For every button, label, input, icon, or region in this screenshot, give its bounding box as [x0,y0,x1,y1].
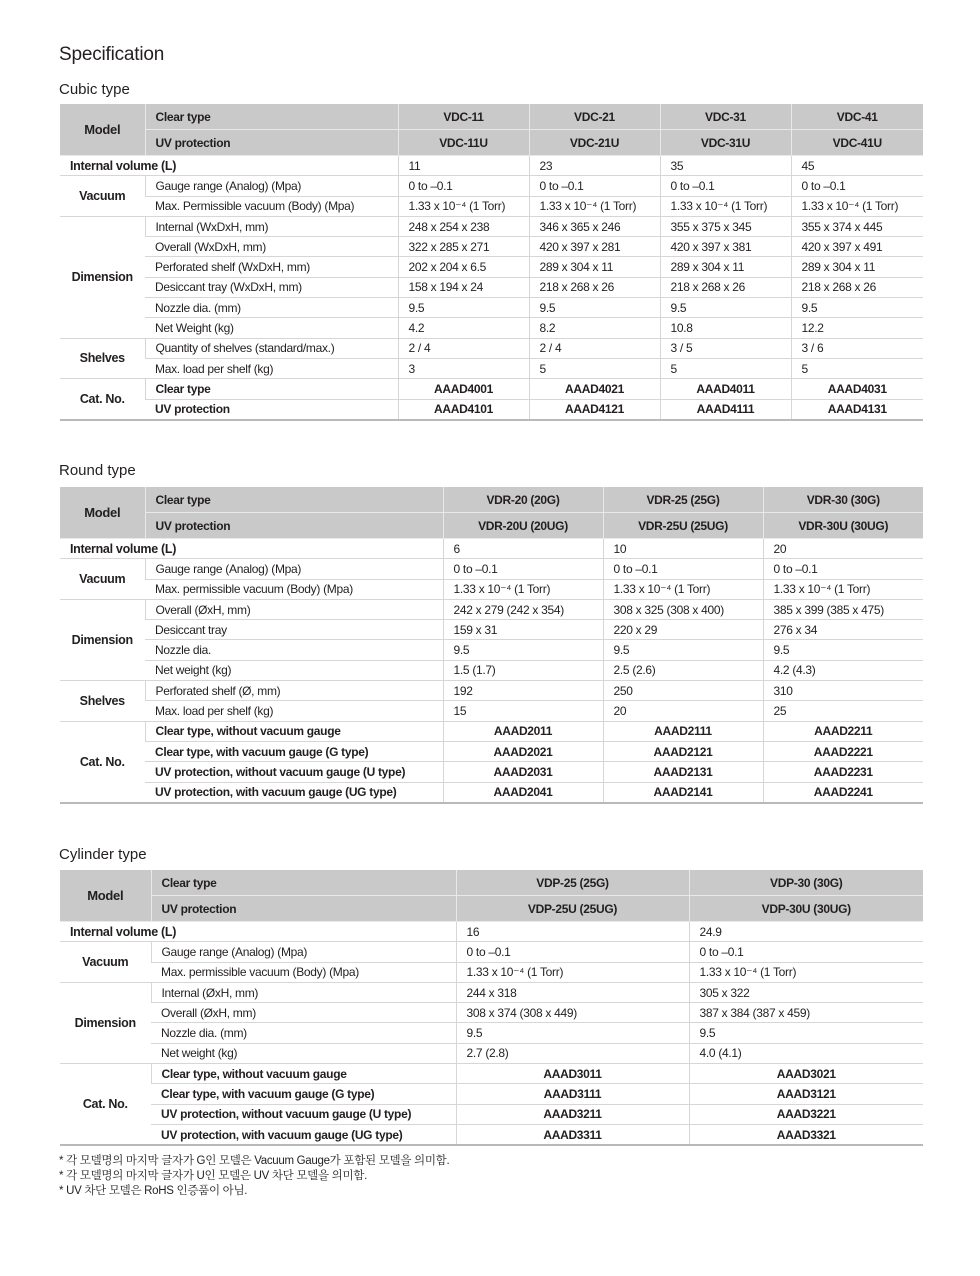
gauge-range-value: 0 to –0.1 [398,176,529,196]
gauge-range-value: 0 to –0.1 [763,559,923,579]
catalog-number: AAAD4131 [791,399,923,420]
dimension-value: 4.0 (4.1) [689,1043,923,1063]
clear-model-name: VDC-21 [529,104,660,130]
cat-no-type-label: UV protection, with vacuum gauge (UG type) [151,1124,456,1145]
shelves-row [60,701,923,721]
vacuum-gauge-row [60,559,923,579]
max-vacuum-label: Max. permissible vacuum (Body) (Mpa) [145,579,443,599]
clear-model-name: VDR-25 (25G) [603,487,763,513]
dimension-label: Overall (ØxH, mm) [145,599,443,619]
dimension-value: 218 x 268 x 26 [791,277,923,297]
dimension-value: 9.5 [456,1023,689,1043]
dimension-row [60,599,923,619]
catalog-number: AAAD2031 [443,762,603,782]
dimension-value: 289 x 304 x 11 [791,257,923,277]
shelves-row [60,338,923,358]
dimension-label: Desiccant tray (WxDxH, mm) [145,277,398,297]
uv-protection-label: UV protection [145,130,398,156]
internal-volume-label: Internal volume (L) [60,539,443,559]
dimension-row [60,982,923,1002]
dimension-value: 220 x 29 [603,620,763,640]
dimension-value: 420 x 397 x 381 [660,237,791,257]
cat-no-type-label: Clear type, without vacuum gauge [145,721,443,741]
dimension-value: 276 x 34 [763,620,923,640]
dimension-value: 9.5 [763,640,923,660]
uv-model-name: VDR-30U (30UG) [763,513,923,539]
dimension-row [60,640,923,660]
shelves-value: 192 [443,681,603,701]
dimension-value: 305 x 322 [689,982,923,1002]
footnote: * 각 모델명의 마지막 글자가 G인 모델은 Vacuum Gauge가 포함된 모델을 의미함. [59,1155,450,1167]
header-row-uv [60,130,923,156]
internal-volume-value: 20 [763,539,923,559]
internal-volume-label: Internal volume (L) [60,922,456,942]
catalog-number: AAAD3021 [689,1064,923,1084]
dimension-row [60,216,923,236]
cat-no-type-label: Clear type, with vacuum gauge (G type) [151,1084,456,1104]
catalog-number: AAAD2131 [603,762,763,782]
dimension-value: 9.5 [443,640,603,660]
catalog-number-row [60,1084,923,1104]
dimension-row [60,660,923,680]
cat-no-type-label: Clear type, without vacuum gauge [151,1064,456,1084]
uv-protection-label: UV protection [151,896,456,922]
footnote: * UV 차단 모델은 RoHS 인증품이 아님. [59,1185,248,1197]
cat-no-type-label: UV protection [145,399,398,420]
dimension-group-label: Dimension [60,982,151,1063]
shelves-value: 3 / 5 [660,338,791,358]
catalog-number: AAAD2021 [443,741,603,761]
cat-no-type-label: UV protection, with vacuum gauge (UG type) [145,782,443,803]
shelves-value: 250 [603,681,763,701]
shelves-value: 15 [443,701,603,721]
max-vacuum-value: 1.33 x 10⁻⁴ (1 Torr) [529,196,660,216]
dimension-label: Internal (ØxH, mm) [151,982,456,1002]
catalog-number: AAAD2121 [603,741,763,761]
cat-no-type-label: Clear type, with vacuum gauge (G type) [145,741,443,761]
internal-volume-label: Internal volume (L) [60,156,398,176]
cat-no-type-label: UV protection, without vacuum gauge (U type) [145,762,443,782]
dimension-row [60,237,923,257]
catalog-number: AAAD3111 [456,1084,689,1104]
dimension-value: 420 x 397 x 491 [791,237,923,257]
catalog-number: AAAD4021 [529,379,660,399]
cat-no-type-label: UV protection, without vacuum gauge (U type) [151,1104,456,1124]
clear-type-label: Clear type [145,104,398,130]
catalog-number: AAAD2041 [443,782,603,803]
gauge-range-label: Gauge range (Analog) (Mpa) [145,176,398,196]
catalog-number: AAAD2141 [603,782,763,803]
shelves-value: 20 [603,701,763,721]
catalog-number: AAAD4111 [660,399,791,420]
gauge-range-label: Gauge range (Analog) (Mpa) [145,559,443,579]
cubic-spec-table [60,104,923,421]
shelves-value: 2 / 4 [398,338,529,358]
dimension-value: 289 x 304 x 11 [660,257,791,277]
dimension-group-label: Dimension [60,599,145,680]
shelves-value: 3 [398,358,529,378]
internal-volume-value: 45 [791,156,923,176]
dimension-label: Overall (ØxH, mm) [151,1003,456,1023]
dimension-value: 244 x 318 [456,982,689,1002]
catalog-number: AAAD4031 [791,379,923,399]
internal-volume-value: 35 [660,156,791,176]
dimension-value: 2.5 (2.6) [603,660,763,680]
dimension-value: 346 x 365 x 246 [529,216,660,236]
shelves-value: 2 / 4 [529,338,660,358]
dimension-value: 308 x 325 (308 x 400) [603,599,763,619]
vacuum-group-label: Vacuum [60,559,145,600]
uv-model-name: VDP-30U (30UG) [689,896,923,922]
dimension-value: 218 x 268 x 26 [529,277,660,297]
catalog-number-row [60,1064,923,1084]
vacuum-gauge-row [60,176,923,196]
shelves-label: Perforated shelf (Ø, mm) [145,681,443,701]
dimension-row [60,318,923,338]
dimension-label: Internal (WxDxH, mm) [145,216,398,236]
uv-model-name: VDR-25U (25UG) [603,513,763,539]
catalog-number-row [60,399,923,420]
dimension-label: Perforated shelf (WxDxH, mm) [145,257,398,277]
shelves-value: 310 [763,681,923,701]
header-row-uv [60,513,923,539]
dimension-label: Net Weight (kg) [145,318,398,338]
shelves-label: Max. load per shelf (kg) [145,701,443,721]
catalog-number-row [60,721,923,741]
dimension-value: 387 x 384 (387 x 459) [689,1003,923,1023]
uv-model-name: VDC-31U [660,130,791,156]
cat-no-group-label: Cat. No. [60,1064,151,1146]
max-vacuum-row [60,196,923,216]
catalog-number: AAAD2211 [763,721,923,741]
max-vacuum-value: 1.33 x 10⁻⁴ (1 Torr) [763,579,923,599]
model-header: Model [60,104,145,156]
uv-model-name: VDR-20U (20UG) [443,513,603,539]
dimension-value: 218 x 268 x 26 [660,277,791,297]
max-vacuum-value: 1.33 x 10⁻⁴ (1 Torr) [689,962,923,982]
dimension-label: Nozzle dia. (mm) [151,1023,456,1043]
dimension-row [60,620,923,640]
catalog-number: AAAD3121 [689,1084,923,1104]
uv-model-name: VDC-41U [791,130,923,156]
internal-volume-row [60,156,923,176]
max-vacuum-value: 1.33 x 10⁻⁴ (1 Torr) [603,579,763,599]
max-vacuum-row [60,962,923,982]
catalog-number: AAAD4011 [660,379,791,399]
dimension-row [60,298,923,318]
clear-type-label: Clear type [151,870,456,896]
dimension-value: 8.2 [529,318,660,338]
dimension-row [60,1003,923,1023]
cat-no-group-label: Cat. No. [60,721,145,803]
cat-no-type-label: Clear type [145,379,398,399]
clear-model-name: VDP-25 (25G) [456,870,689,896]
dimension-value: 4.2 [398,318,529,338]
internal-volume-value: 24.9 [689,922,923,942]
dimension-value: 355 x 374 x 445 [791,216,923,236]
vacuum-group-label: Vacuum [60,942,151,983]
catalog-number: AAAD3211 [456,1104,689,1124]
footnote: * 각 모델명의 마지막 글자가 U인 모델은 UV 차단 모델을 의미함. [59,1170,368,1182]
catalog-number: AAAD3221 [689,1104,923,1124]
vacuum-group-label: Vacuum [60,176,145,217]
clear-model-name: VDC-31 [660,104,791,130]
dimension-value: 420 x 397 x 281 [529,237,660,257]
shelves-row [60,358,923,378]
dimension-value: 2.7 (2.8) [456,1043,689,1063]
gauge-range-value: 0 to –0.1 [689,942,923,962]
page-title: Specification [59,44,165,65]
shelves-value: 5 [660,358,791,378]
gauge-range-value: 0 to –0.1 [443,559,603,579]
internal-volume-value: 16 [456,922,689,942]
dimension-value: 322 x 285 x 271 [398,237,529,257]
max-vacuum-value: 1.33 x 10⁻⁴ (1 Torr) [791,196,923,216]
round-section-title: Round type [59,462,136,479]
dimension-value: 159 x 31 [443,620,603,640]
dimension-value: 4.2 (4.3) [763,660,923,680]
catalog-number: AAAD3011 [456,1064,689,1084]
clear-model-name: VDC-11 [398,104,529,130]
gauge-range-value: 0 to –0.1 [660,176,791,196]
catalog-number-row [60,741,923,761]
internal-volume-row [60,539,923,559]
max-vacuum-row [60,579,923,599]
clear-model-name: VDC-41 [791,104,923,130]
model-header: Model [60,870,151,922]
footnotes [59,1154,449,1199]
model-header: Model [60,487,145,539]
catalog-number: AAAD2011 [443,721,603,741]
uv-protection-label: UV protection [145,513,443,539]
dimension-value: 9.5 [791,298,923,318]
dimension-row [60,257,923,277]
max-vacuum-value: 1.33 x 10⁻⁴ (1 Torr) [660,196,791,216]
dimension-value: 385 x 399 (385 x 475) [763,599,923,619]
dimension-label: Net weight (kg) [145,660,443,680]
dimension-value: 158 x 194 x 24 [398,277,529,297]
dimension-label: Desiccant tray [145,620,443,640]
dimension-row [60,277,923,297]
shelves-value: 25 [763,701,923,721]
header-row-clear [60,104,923,130]
clear-model-name: VDR-30 (30G) [763,487,923,513]
catalog-number: AAAD3321 [689,1124,923,1145]
catalog-number: AAAD2221 [763,741,923,761]
cylinder-spec-table [60,870,923,1146]
dimension-value: 355 x 375 x 345 [660,216,791,236]
catalog-number: AAAD2111 [603,721,763,741]
uv-model-name: VDC-11U [398,130,529,156]
cylinder-section-title: Cylinder type [59,846,147,863]
catalog-number: AAAD4001 [398,379,529,399]
shelves-value: 3 / 6 [791,338,923,358]
round-spec-table [60,487,923,804]
dimension-label: Overall (WxDxH, mm) [145,237,398,257]
uv-model-name: VDC-21U [529,130,660,156]
max-vacuum-label: Max. Permissible vacuum (Body) (Mpa) [145,196,398,216]
catalog-number-row [60,1104,923,1124]
catalog-number: AAAD2241 [763,782,923,803]
dimension-value: 10.8 [660,318,791,338]
vacuum-gauge-row [60,942,923,962]
catalog-number-row [60,782,923,803]
dimension-value: 12.2 [791,318,923,338]
dimension-value: 248 x 254 x 238 [398,216,529,236]
catalog-number: AAAD2231 [763,762,923,782]
internal-volume-value: 10 [603,539,763,559]
catalog-number: AAAD3311 [456,1124,689,1145]
dimension-value: 9.5 [689,1023,923,1043]
dimension-value: 202 x 204 x 6.5 [398,257,529,277]
dimension-value: 1.5 (1.7) [443,660,603,680]
dimension-value: 9.5 [603,640,763,660]
cat-no-group-label: Cat. No. [60,379,145,420]
cubic-section-title: Cubic type [59,81,130,98]
clear-type-label: Clear type [145,487,443,513]
max-vacuum-value: 1.33 x 10⁻⁴ (1 Torr) [398,196,529,216]
dimension-row [60,1023,923,1043]
internal-volume-row [60,922,923,942]
dimension-value: 9.5 [529,298,660,318]
shelves-group-label: Shelves [60,681,145,722]
header-row-uv [60,896,923,922]
gauge-range-label: Gauge range (Analog) (Mpa) [151,942,456,962]
dimension-row [60,1043,923,1063]
internal-volume-value: 6 [443,539,603,559]
max-vacuum-label: Max. permissible vacuum (Body) (Mpa) [151,962,456,982]
gauge-range-value: 0 to –0.1 [456,942,689,962]
dimension-value: 9.5 [398,298,529,318]
shelves-group-label: Shelves [60,338,145,379]
dimension-label: Net weight (kg) [151,1043,456,1063]
shelves-label: Max. load per shelf (kg) [145,358,398,378]
gauge-range-value: 0 to –0.1 [791,176,923,196]
shelves-label: Quantity of shelves (standard/max.) [145,338,398,358]
dimension-value: 9.5 [660,298,791,318]
dimension-value: 289 x 304 x 11 [529,257,660,277]
catalog-number: AAAD4121 [529,399,660,420]
dimension-value: 242 x 279 (242 x 354) [443,599,603,619]
catalog-number-row [60,1124,923,1145]
header-row-clear [60,487,923,513]
catalog-number-row [60,379,923,399]
dimension-label: Nozzle dia. (mm) [145,298,398,318]
clear-model-name: VDP-30 (30G) [689,870,923,896]
max-vacuum-value: 1.33 x 10⁻⁴ (1 Torr) [443,579,603,599]
gauge-range-value: 0 to –0.1 [529,176,660,196]
internal-volume-value: 23 [529,156,660,176]
shelves-row [60,681,923,701]
shelves-value: 5 [791,358,923,378]
catalog-number: AAAD4101 [398,399,529,420]
gauge-range-value: 0 to –0.1 [603,559,763,579]
dimension-value: 308 x 374 (308 x 449) [456,1003,689,1023]
uv-model-name: VDP-25U (25UG) [456,896,689,922]
shelves-value: 5 [529,358,660,378]
header-row-clear [60,870,923,896]
dimension-group-label: Dimension [60,216,145,338]
internal-volume-value: 11 [398,156,529,176]
catalog-number-row [60,762,923,782]
dimension-label: Nozzle dia. [145,640,443,660]
max-vacuum-value: 1.33 x 10⁻⁴ (1 Torr) [456,962,689,982]
clear-model-name: VDR-20 (20G) [443,487,603,513]
